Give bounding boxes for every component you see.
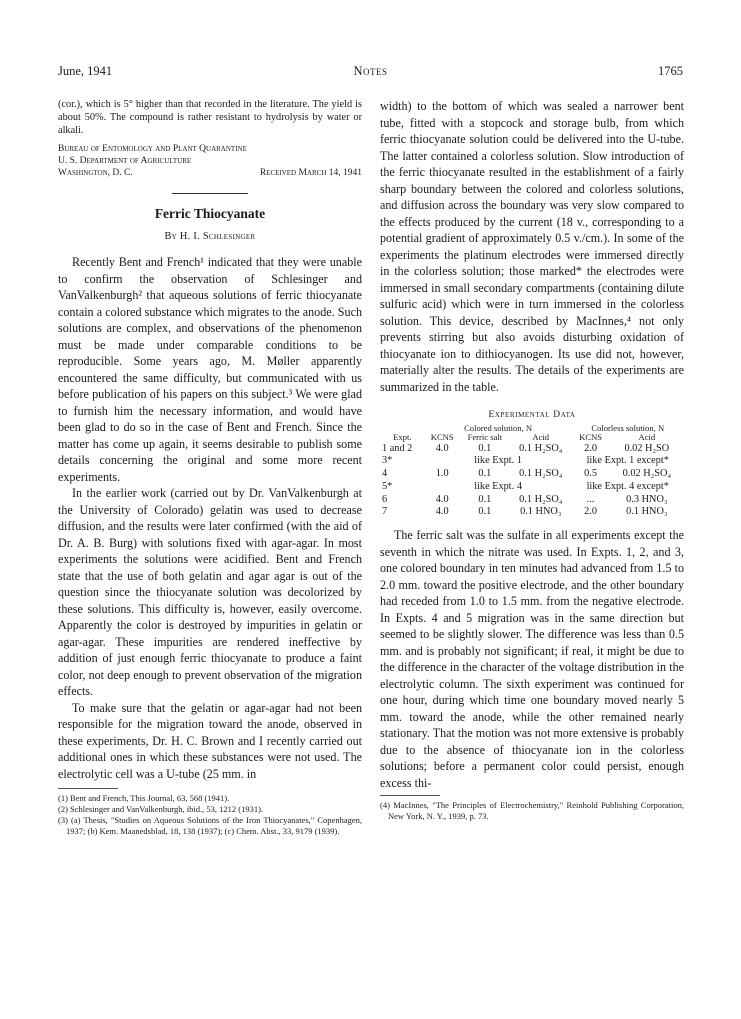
paragraph-3: To make sure that the gelatin or agar-agar had not been responsible for the migration toward the anode, observed in these experiments, Dr. H. C. Brown and I recently carried out additional ones in which these substances were not used. The electrolytic cell was a U-tube (25 mm. in — [58, 700, 362, 781]
colored-solution-header: Colored solution, N — [464, 422, 533, 433]
table-cell: 0.3 HNO₃ — [626, 493, 668, 505]
table-cell: 0.1 — [478, 442, 492, 454]
affiliation-line-2: U. S. Department of Agriculture — [58, 156, 192, 166]
table-cell: like Expt. 4 except* — [586, 480, 669, 492]
col-acid: Acid — [532, 432, 550, 442]
article-title: Ferric Thiocyanate — [154, 206, 266, 221]
footnote-3: (3) (a) Thesis, "Studies on Aqueous Solutions of the Iron Thiocyanates," Copenhagen, 1937; (b) Kem. Maanedsblad, 18, 138 (1937); (c) Chem. Abst., 33, 9179 (1939). — [58, 815, 362, 836]
table-cell: 0.1 H₂SO₄ — [519, 468, 563, 480]
table-cell: 5* — [382, 480, 393, 492]
affiliation-block — [58, 143, 362, 179]
received-date: Received March 14, 1941 — [259, 168, 362, 178]
table-cell: 3* — [382, 455, 393, 467]
footnote-4: (4) MacInnes, "The Principles of Electrochemistry," Reinhold Publishing Corporation, New York, N. Y., 1939, p. 73. — [380, 800, 684, 822]
affiliation-line-3 — [58, 167, 362, 179]
table-row — [380, 481, 684, 494]
table-cell: 2.0 — [584, 506, 598, 518]
header-page-number: 1765 — [658, 64, 683, 78]
table-cell: 0.02 H₂SO — [624, 442, 670, 454]
table-cell: 0.1 — [478, 506, 492, 518]
affiliation-line-1: Bureau of Entomology and Plant Quarantine — [58, 144, 247, 154]
table-cell: 0.1 — [478, 493, 492, 505]
paragraph-2: In the earlier work (carried out by Dr. VanValkenburgh at the University of Colorado) gelatin was used to decrease diffusion, and the results were later confirmed (with the aid of Dr. A. B. Burg) with solutions fixed with agar-agar. In most experiments the solutions were acidified. Bent and French state that the use of both gelatin and agar agar is out of the question since the thiocyanate solution was decolorized by these solutions. This difficulty is, however, easily overcome. Apparently the color is destroyed by impurities in gelatin or agar-agar. These impurities are rendered ineffective by addition of just enough ferric thiocyanate to produce a faint color, not deep enough to prevent observation of the migration effects. — [58, 486, 362, 698]
affiliation-city: Washington, D. C. — [58, 168, 133, 178]
footnote-divider — [58, 788, 118, 789]
footnote-divider-right — [380, 795, 440, 796]
table-cell: 0.1 HNO₃ — [520, 506, 562, 518]
section-divider — [172, 193, 248, 194]
table-cell: like Expt. 4 — [474, 480, 522, 492]
col-kcns-2: KCNS — [579, 432, 603, 442]
table-row — [380, 468, 684, 481]
table-row — [380, 506, 684, 519]
table-cell: 0.1 — [478, 468, 492, 480]
table-row — [380, 494, 684, 507]
table-cell: like Expt. 1 except* — [586, 455, 669, 467]
table-cell: 7 — [382, 506, 388, 518]
paragraph-1: Recently Bent and French¹ indicated that they were unable to confirm the observation of Schlesinger and VanValkenburgh² that aqueous solutions of ferric thiocyanate contain a colored substance which migrates to the anode. Such solutions are complex, and observations of the phenomenon must be made under comparable conditions to be reproducible. Some years ago, M. Møller apparently encountered the same difficulty, but communicated with us before publication of his papers on this subject.³ We were glad to furnish him the necessary information, and would have been glad to do so in the case of Bent and French. Since the matter has come up again, it seems desirable to publish some details concerning the original and some more recent experiments. — [58, 255, 362, 484]
col-kcns: KCNS — [430, 432, 454, 442]
running-header — [58, 64, 683, 80]
col-acid-2: Acid — [638, 432, 656, 442]
table-cell: ... — [586, 493, 595, 505]
table-cell: 1 and 2 — [382, 442, 413, 454]
table-cell: 0.5 — [584, 468, 598, 480]
table-cell: 0.1 H₂SO₄ — [519, 442, 563, 454]
footnote-1: (1) Bent and French, This Journal, 63, 568 (1941). — [58, 793, 230, 803]
previous-article-ending: (cor.), which is 5° higher than that recorded in the literature. The yield is about 50%. The compound is rather resistant to hydrolysis by water or alkali. — [58, 99, 362, 136]
paragraph-4: width) to the bottom of which was sealed a narrower bent tube, fitted with a stopcock and storage bulb, from which ferric thiocyanate solution could be delivered into the U-tube. The latter contained a colorless solution. Slow introduction of the ferric thiocyanate resulted in the establishment of a fairly sharp boundary between the colored and colorless solutions, and diffusion across the boundary was very slow compared to the effects produced by the current (18 v., corresponding to a potential gradient of approximately 0.5 v./cm.). In some of the experiments the platinum electrodes were immersed directly in the colorless solution; those marked* the electrodes were immersed in small secondary compartments (containing dilute sulfuric acid) which were in turn immersed in the colorless solution. This device, described by MacInnes,⁴ not only prevents stirring but also avoids disturbing oxidation of thiocyanate ion to dithiocyanogen. Its use did not, however, materially alter the results. The details of the experiments are summarized in the table. — [380, 99, 684, 394]
table-cell: like Expt. 1 — [474, 455, 522, 467]
article-author: By H. I. Schlesinger — [164, 230, 256, 242]
header-section: Notes — [353, 64, 388, 78]
footnotes-right — [380, 800, 684, 822]
table-cell: 4 — [382, 468, 388, 480]
footnote-2: (2) Schlesinger and VanValkenburgh, ibid., 53, 1212 (1931). — [58, 804, 264, 814]
table-cell: 4.0 — [435, 493, 449, 505]
col-ferric-salt: Ferric salt — [467, 432, 503, 442]
footnotes — [58, 793, 362, 837]
paragraph-5: The ferric salt was the sulfate in all experiments except the seventh in which the nitrate was used. In Expts. 1, 2, and 3, one colored boundary in ten minutes had advanced from 1.5 to 2.0 mm. toward the positive electrode, and the other boundary had receded from 1.0 to 1.5 mm. from the negative electrode. In Expts. 4 and 5 migration was in the same direction but seemed to be slightly slower. The difference was less than 0.5 mm. and is probably not significant; if real, it might be due to the difference in the character of the voltage distribution in the electrolytic column. The sixth experiment was continued for one hour, during which time one boundary moved nearly 5 mm. toward the anode, while the other remained nearly stationary. That the motion was not more extensive is probably due to the absence of thiocyanate ion in the colorless solutions; before a permanent color could persist, enough excess thi- — [380, 528, 684, 790]
col-expt: Expt. — [393, 432, 412, 442]
table-cell: 2.0 — [584, 442, 598, 454]
table-cell: 0.1 H₂SO₄ — [519, 493, 563, 505]
header-date: June, 1941 — [58, 64, 113, 78]
table-cell: 0.1 HNO₃ — [626, 506, 668, 518]
colorless-solution-header: Colorless solution, N — [591, 422, 665, 433]
right-column — [380, 98, 684, 822]
left-column — [58, 98, 362, 837]
table-body — [380, 443, 684, 520]
table-row — [380, 455, 684, 468]
table-row — [380, 443, 684, 456]
table-cell: 6 — [382, 493, 388, 505]
table-title: Experimental Data — [488, 410, 576, 420]
table-column-header — [380, 433, 684, 443]
table-cell: 4.0 — [435, 506, 449, 518]
experimental-data-table — [380, 424, 684, 520]
table-cell: 1.0 — [435, 468, 449, 480]
table-cell: 0.02 H₂SO₄ — [622, 468, 672, 480]
table-cell: 4.0 — [435, 442, 449, 454]
